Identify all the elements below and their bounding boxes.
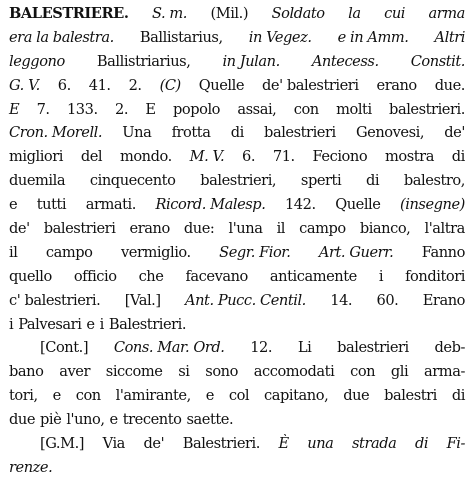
italic-text: S. m. <box>151 5 187 22</box>
italic-text: (insegne) <box>400 196 465 214</box>
text-segment: 2. <box>115 100 129 118</box>
text-segment: erano <box>129 220 170 238</box>
text-segment: 71. <box>272 148 295 166</box>
text-segment: armati. <box>85 196 136 214</box>
italic-text: Segr. Fior. <box>219 243 291 261</box>
text-segment: campo <box>299 220 346 238</box>
text-segment: i <box>378 267 384 285</box>
italic-text: e in Amm. <box>337 28 409 46</box>
text-line <box>9 217 465 241</box>
text-segment: due: <box>183 220 215 238</box>
dictionary-entry-balestriere <box>9 2 465 480</box>
text-segment: Quelle <box>198 76 245 94</box>
text-segment: con <box>75 387 101 405</box>
text-line <box>9 193 465 217</box>
italic-text: renze. <box>9 458 53 476</box>
italic-text: Soldato <box>271 5 325 22</box>
text-segment: l'altra <box>424 220 465 238</box>
italic-text: Cons. Mar. Ord. <box>113 339 225 357</box>
text-segment: migliori <box>9 148 64 166</box>
text-segment: il <box>276 220 285 238</box>
text-segment: 133. <box>66 100 98 118</box>
text-segment: balestrieri <box>264 124 336 142</box>
text-line <box>9 289 465 313</box>
text-segment: erano <box>376 76 417 94</box>
text-line <box>9 50 465 74</box>
text-segment: tori, <box>9 387 38 405</box>
italic-text: strada <box>352 435 397 453</box>
text-segment: 6. <box>242 148 256 166</box>
text-segment: due <box>9 411 36 429</box>
text-line <box>9 265 465 289</box>
text-segment: vermiglio. <box>120 243 191 261</box>
italic-text: Ant. Pucc. Centil. <box>185 291 306 309</box>
text-segment: col <box>228 387 250 405</box>
italic-text: E <box>9 100 20 118</box>
text-segment: c' balestrieri. <box>9 291 101 309</box>
text-segment: popolo <box>173 100 221 118</box>
text-line <box>9 360 465 384</box>
text-line <box>9 384 465 408</box>
italic-text: era la balestra. <box>9 28 114 46</box>
text-segment: Fanno <box>421 243 465 261</box>
text-line <box>9 313 465 337</box>
text-segment: si <box>178 363 190 381</box>
text-segment: aver <box>59 363 90 381</box>
text-line <box>9 121 465 145</box>
headword: BALESTRIERE. <box>9 5 129 22</box>
italic-text: Art. Guerr. <box>318 243 394 261</box>
text-segment: e <box>52 387 61 405</box>
text-segment: del <box>80 148 103 166</box>
text-segment: de' <box>444 124 465 142</box>
text-line <box>9 74 465 98</box>
text-segment: balestri <box>384 387 437 405</box>
text-segment: balestrieri <box>43 220 116 238</box>
text-segment: molti <box>336 100 372 118</box>
text-line <box>9 241 465 265</box>
text-segment: tutti <box>36 196 67 214</box>
text-segment: balestrieri <box>337 339 409 357</box>
text-segment: sperti <box>300 172 342 190</box>
text-segment: mondo. <box>119 148 172 166</box>
italic-text: Fi- <box>446 435 465 453</box>
text-segment: 60. <box>376 291 399 309</box>
italic-text: G. V. <box>9 76 40 94</box>
text-segment: Quelle <box>335 196 381 214</box>
text-segment: 6. <box>57 76 71 94</box>
italic-text: Constit. <box>410 52 465 70</box>
text-segment: 14. <box>330 291 353 309</box>
text-segment: cinquecento <box>89 172 176 190</box>
text-segment: assai, <box>237 100 277 118</box>
text-segment: con <box>293 100 319 118</box>
text-segment: de' balestrieri <box>262 76 359 94</box>
text-segment: Genovesi, <box>355 124 425 142</box>
text-segment: siccome <box>105 363 163 381</box>
italic-text: di <box>414 435 429 453</box>
text-segment: Una <box>122 124 152 142</box>
text-segment: Feciono <box>312 148 368 166</box>
text-segment: officio <box>73 267 117 285</box>
text-segment: piè <box>40 411 62 429</box>
text-segment: 142. <box>284 196 316 214</box>
text-segment: di <box>451 387 465 405</box>
text-segment: 41. <box>88 76 111 94</box>
italic-text: in Julan. <box>222 52 280 70</box>
italic-text: Cron. Morell. <box>9 124 103 142</box>
italic-text: M. V. <box>189 148 225 166</box>
text-segment: [G.M.] <box>40 435 85 453</box>
text-segment: facevano <box>185 267 248 285</box>
text-segment: l'uno, <box>66 411 105 429</box>
text-segment: arma- <box>424 363 465 381</box>
text-segment: [Cont.] <box>40 339 89 357</box>
text-segment: frotta <box>171 124 211 142</box>
text-segment: due. <box>434 76 465 94</box>
text-segment: capitano, <box>264 387 329 405</box>
text-segment: quello <box>9 267 52 285</box>
text-segment: (Mil.) <box>210 5 249 22</box>
italic-text: (C) <box>159 76 181 94</box>
text-line <box>9 145 465 169</box>
text-segment: due <box>343 387 370 405</box>
text-segment: balestrieri. <box>389 100 465 118</box>
text-segment: E <box>145 100 156 118</box>
text-segment: accomodati <box>253 363 335 381</box>
text-segment: Ballistriarius, <box>96 52 191 70</box>
italic-text: Antecess. <box>311 52 379 70</box>
text-segment: sono <box>205 363 238 381</box>
text-segment: l'una <box>228 220 263 238</box>
italic-text: leggono <box>9 52 65 70</box>
text-line <box>9 98 465 122</box>
italic-text: una <box>307 435 334 453</box>
italic-text: in Vegez. <box>248 28 312 46</box>
italic-text: la <box>348 5 361 22</box>
text-segment: con <box>350 363 376 381</box>
text-segment: l'amirante, <box>115 387 191 405</box>
text-segment: e <box>86 315 95 333</box>
italic-text: cui <box>384 5 405 22</box>
italic-text: Ricord. Malesp. <box>155 196 266 214</box>
text-segment: Balestrieri. <box>182 435 260 453</box>
text-segment: di <box>230 124 244 142</box>
text-segment: 2. <box>128 76 142 94</box>
text-segment: Balestrieri. <box>108 315 187 333</box>
text-segment: il <box>9 243 18 261</box>
text-segment: Ballistarius, <box>139 28 223 46</box>
text-line <box>9 2 465 26</box>
text-segment: fonditori <box>405 267 465 285</box>
text-segment: bano <box>9 363 44 381</box>
text-segment: duemila <box>9 172 66 190</box>
text-segment: mostra <box>384 148 434 166</box>
text-segment: deb- <box>434 339 465 357</box>
text-segment: Palvesari <box>18 315 82 333</box>
text-line <box>9 169 465 193</box>
text-segment: de' <box>143 435 165 453</box>
text-segment: di <box>451 148 465 166</box>
text-segment: e <box>205 387 214 405</box>
italic-text: arma <box>428 5 465 22</box>
text-segment: campo <box>45 243 93 261</box>
text-segment: e <box>9 196 18 214</box>
text-segment: balestrieri, <box>200 172 277 190</box>
text-segment: [Val.] <box>124 291 161 309</box>
text-segment: gli <box>390 363 409 381</box>
text-line <box>9 432 465 456</box>
text-segment: i <box>9 315 14 333</box>
text-segment: anticamente <box>269 267 357 285</box>
text-segment: balestro, <box>403 172 465 190</box>
text-segment: 12. <box>250 339 273 357</box>
text-segment: Erano <box>422 291 465 309</box>
text-line <box>9 26 465 50</box>
text-segment: Via <box>102 435 125 453</box>
text-segment: bianco, <box>359 220 411 238</box>
text-segment: de' <box>9 220 30 238</box>
italic-text: Altri <box>434 28 465 46</box>
text-segment: e <box>109 411 118 429</box>
italic-text: È <box>278 435 289 453</box>
text-line <box>9 408 465 432</box>
text-segment: di <box>365 172 380 190</box>
text-segment: saette. <box>186 411 234 429</box>
text-segment: Li <box>297 339 312 357</box>
text-segment: che <box>138 267 164 285</box>
text-segment: i <box>99 315 104 333</box>
text-segment: 7. <box>36 100 50 118</box>
text-line <box>9 456 465 480</box>
text-segment: trecento <box>122 411 182 429</box>
text-line <box>9 336 465 360</box>
